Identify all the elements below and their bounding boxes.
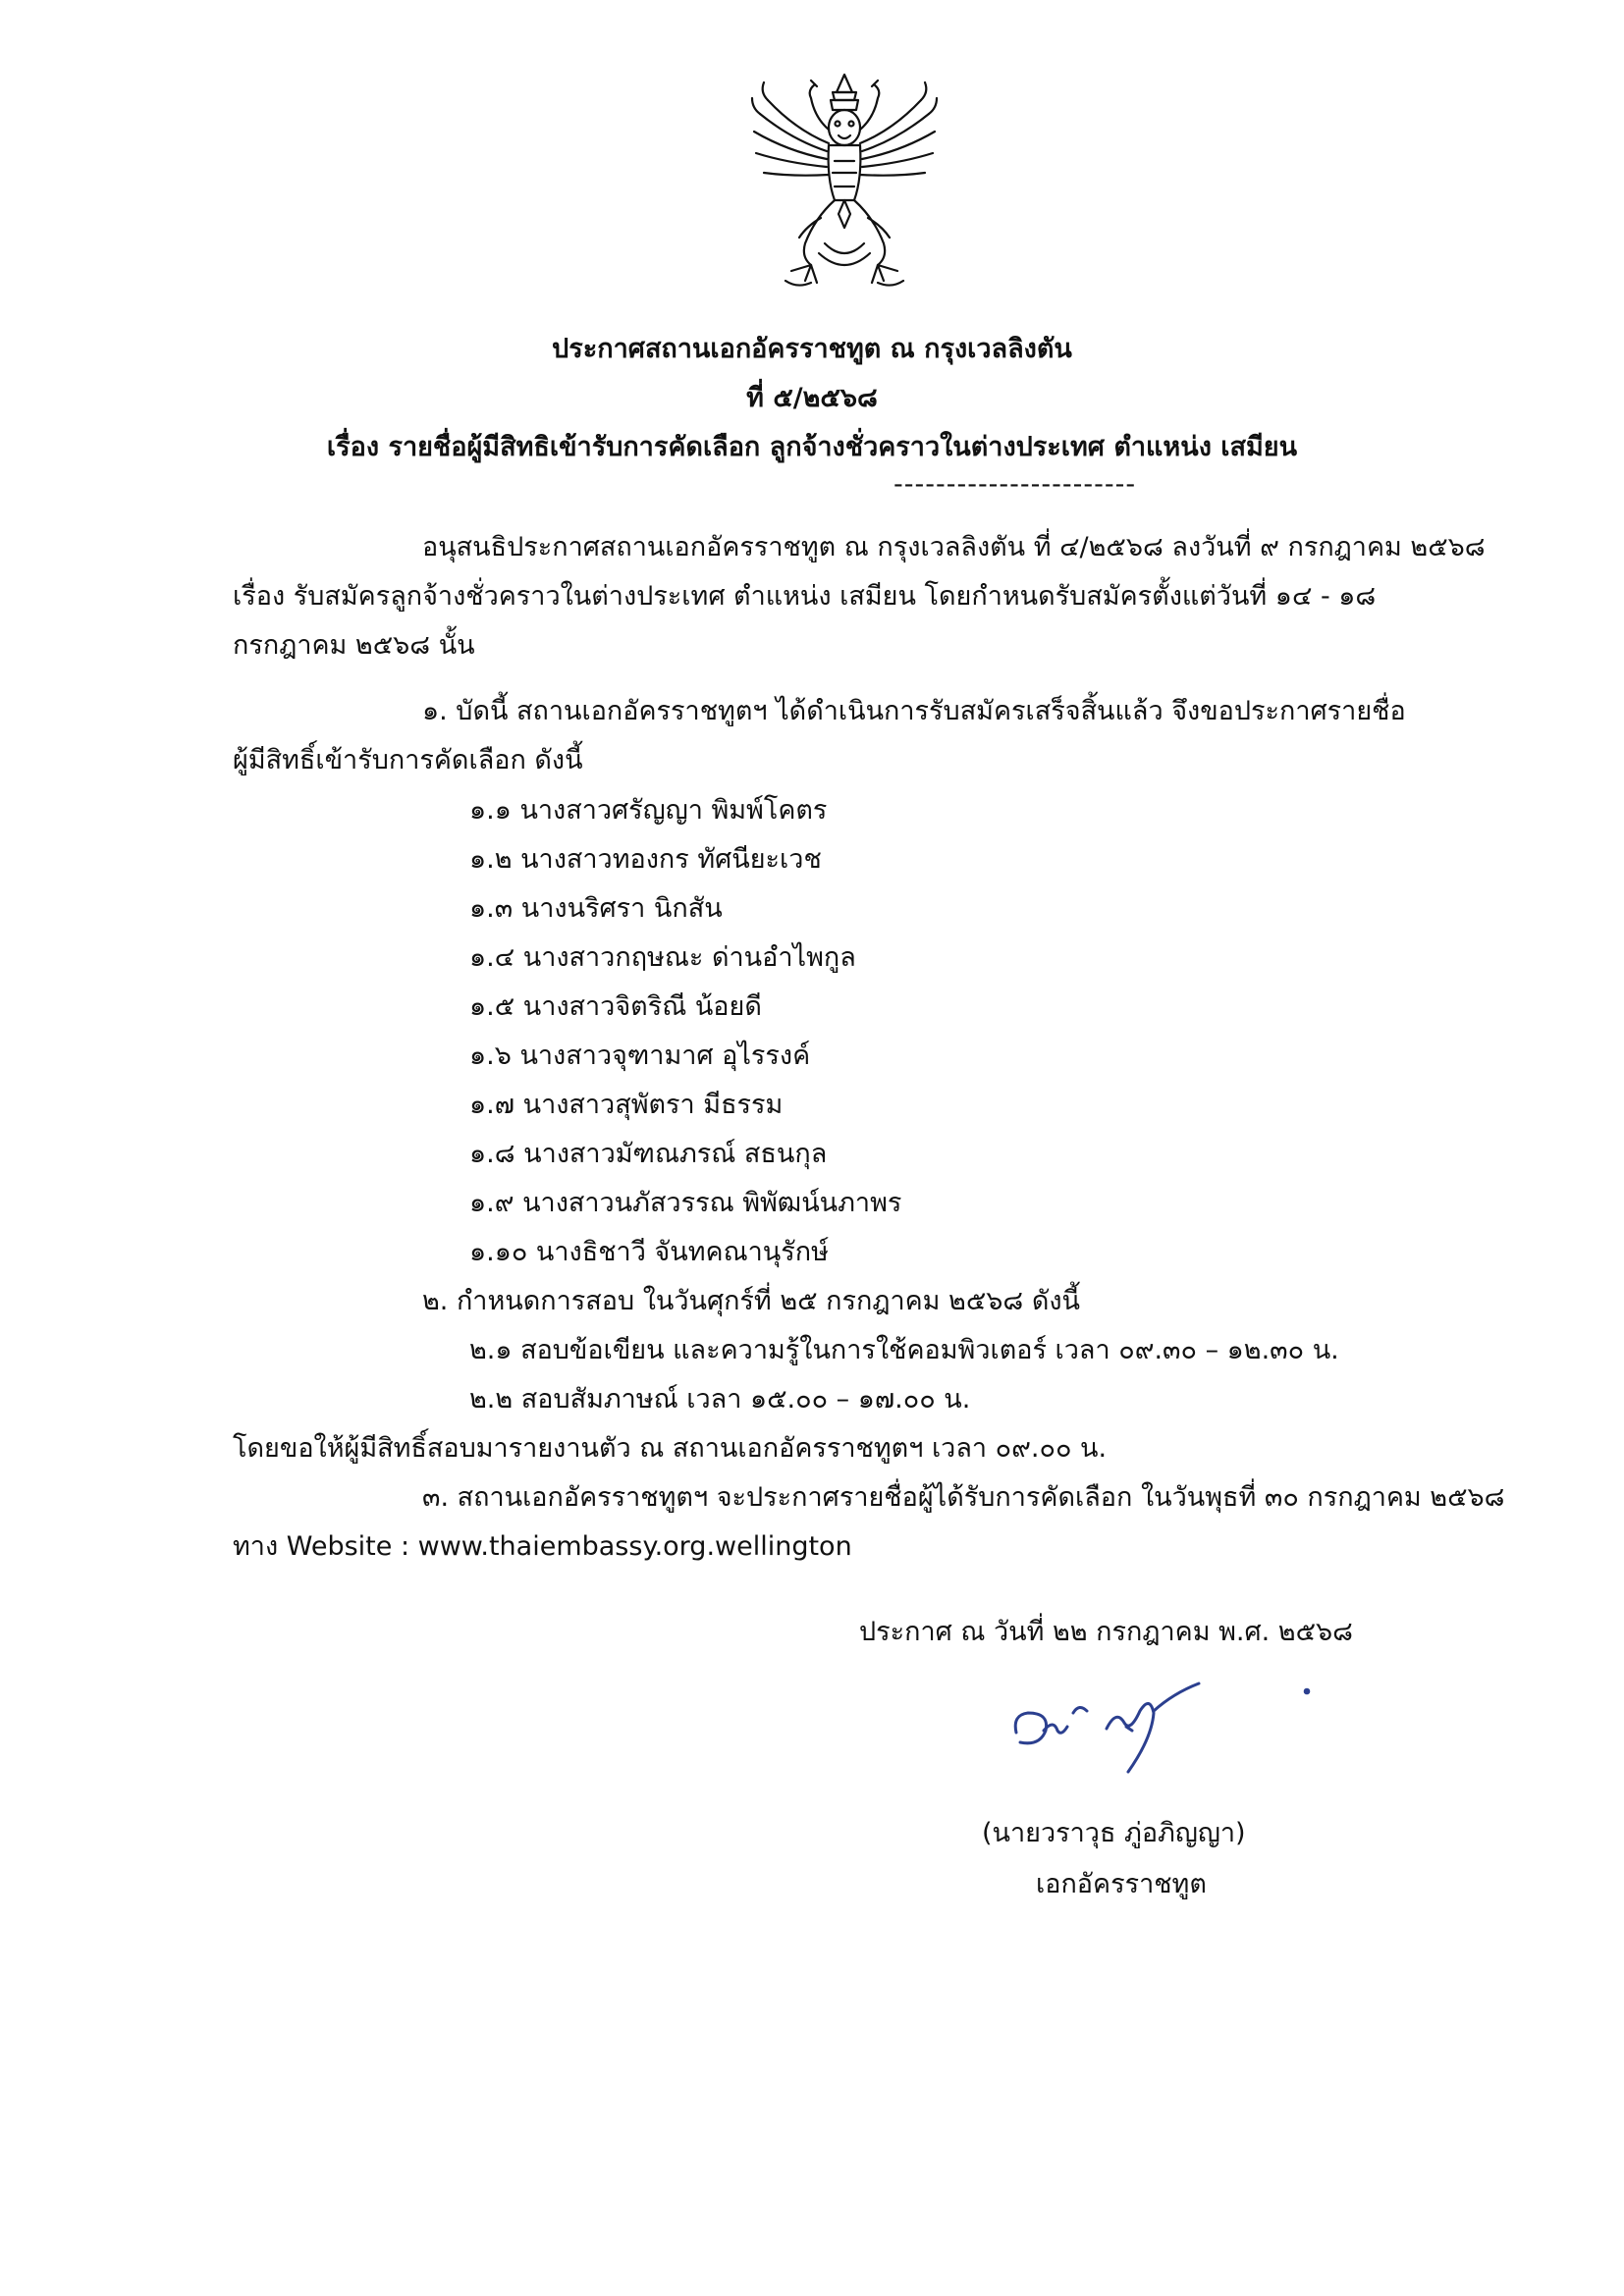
candidate-item: ๑.๓ นางนริศรา นิกสัน <box>469 893 723 924</box>
separator-line: ----------------------- <box>893 469 1137 500</box>
intro-line-3: กรกฎาคม ๒๕๖๘ นั้น <box>233 630 475 661</box>
candidate-item: ๑.๖ นางสาวจุฑามาศ อุไรรงค์ <box>469 1041 811 1071</box>
signer-name: (นายวราวุธ ภู่อภิญญา) <box>982 1818 1246 1848</box>
candidate-item: ๑.๗ นางสาวสุพัตรา มีธรรม <box>469 1090 784 1120</box>
signature-image <box>1006 1674 1330 1782</box>
announcement-subject: เรื่อง รายชื่อผู้มีสิทธิเข้ารับการคัดเลือก ลูกจ้างชั่วคราวในต่างประเทศ ตำแหน่ง เสมียน <box>326 432 1298 462</box>
section-2-item-2: ๒.๒ สอบสัมภาษณ์ เวลา ๑๕.๐๐ – ๑๗.๐๐ น. <box>469 1384 971 1415</box>
signer-title: เอกอัครราชทูต <box>1036 1869 1207 1899</box>
announcement-number: ที่ ๕/๒๕๖๘ <box>746 383 878 413</box>
candidate-item: ๑.๒ นางสาวทองกร ทัศนียะเวช <box>469 844 822 875</box>
section-1-line-1: ๑. บัดนี้ สถานเอกอัครราชทูตฯ ได้ดำเนินการรับสมัครเสร็จสิ้นแล้ว จึงขอประกาศรายชื่อ <box>422 696 1406 726</box>
announcement-date: ประกาศ ณ วันที่ ๒๒ กรกฎาคม พ.ศ. ๒๕๖๘ <box>859 1617 1353 1647</box>
candidate-item: ๑.๔ นางสาวกฤษณะ ด่านอำไพกูล <box>469 942 856 973</box>
announcement-title: ประกาศสถานเอกอัครราชทูต ณ กรุงเวลลิงตัน <box>552 334 1072 364</box>
section-1-line-2: ผู้มีสิทธิ์เข้ารับการคัดเลือก ดังนี้ <box>233 745 583 775</box>
section-2-item-1: ๒.๑ สอบข้อเขียน และความรู้ในการใช้คอมพิวเตอร์ เวลา ๐๙.๓๐ – ๑๒.๓๐ น. <box>469 1335 1339 1365</box>
candidate-item: ๑.๑ นางสาวศรัญญา พิมพ์โคตร <box>469 795 828 826</box>
intro-line-2: เรื่อง รับสมัครลูกจ้างชั่วคราวในต่างประเทศ ตำแหน่ง เสมียน โดยกำหนดรับสมัครตั้งแต่วันที่ ๑๔ - ๑๘ <box>233 581 1377 612</box>
section-2-heading: ๒. กำหนดการสอบ ในวันศุกร์ที่ ๒๕ กรกฎาคม ๒๕๖๘ ดังนี้ <box>422 1286 1081 1316</box>
section-3-line-2: ทาง Website : www.thaiembassy.org.wellington <box>233 1531 852 1562</box>
section-2-note: โดยขอให้ผู้มีสิทธิ์สอบมารายงานตัว ณ สถานเอกอัครราชทูตฯ เวลา ๐๙.๐๐ น. <box>233 1433 1108 1464</box>
candidate-item: ๑.๙ นางสาวนภัสวรรณ พิพัฒน์นภาพร <box>469 1188 902 1218</box>
candidate-item: ๑.๘ นางสาวมัฑณภรณ์ สธนกุล <box>469 1139 828 1169</box>
intro-line-1: อนุสนธิประกาศสถานเอกอัครราชทูต ณ กรุงเวลลิงตัน ที่ ๔/๒๕๖๘ ลงวันที่ ๙ กรกฎาคม ๒๕๖๘ <box>422 532 1486 562</box>
candidate-item: ๑.๕ นางสาวจิตริณี น้อยดี <box>469 991 762 1022</box>
section-3-line-1: ๓. สถานเอกอัครราชทูตฯ จะประกาศรายชื่อผู้ได้รับการคัดเลือก ในวันพุธที่ ๓๐ กรกฎาคม ๒๕๖๘ <box>422 1482 1505 1513</box>
candidate-item: ๑.๑๐ นางธิชาวี จันทคณานุรักษ์ <box>469 1237 829 1267</box>
garuda-emblem <box>746 71 943 298</box>
